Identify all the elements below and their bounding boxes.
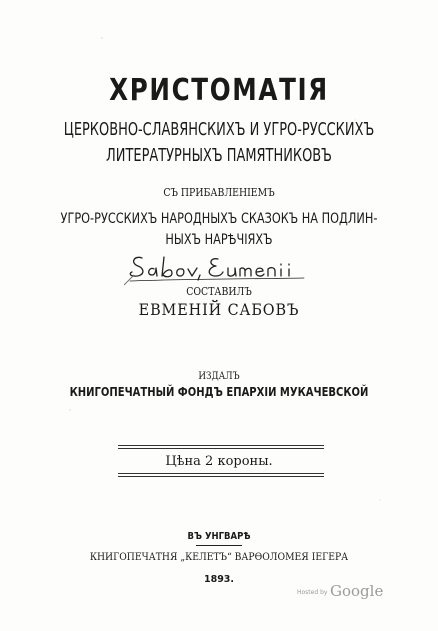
publication-year: 1893. <box>203 574 235 585</box>
price-text: Цѣна 2 короны. <box>165 454 273 469</box>
compiled-by-label: СОСТАВИЛЪ <box>186 285 252 298</box>
printer-name: КНИГОПЕЧАТНЯ „КЕЛЕТЪ“ ВАРѲОЛОМЕЯ ІЕГЕРА <box>89 551 349 563</box>
subtitle-line-1: ЦЕРКОВНО-СЛАВЯНСКИХЪ И УГРО-РУССКИХЪ <box>63 120 375 140</box>
hosted-by-text: Hosted by <box>297 589 328 596</box>
google-watermark <box>297 580 397 602</box>
handwritten-signature <box>124 249 314 289</box>
publisher-name: КНИГОПЕЧАТНЫЙ ФОНДЪ ЕПАРХІИ МУКАЧЕВСКОЙ <box>69 384 369 399</box>
author-name: ЕВМЕНІЙ САБОВЪ <box>138 300 300 319</box>
place-divider <box>196 545 242 546</box>
appendix-intro: СЪ ПРИБАВЛЕНІЕМЪ <box>163 186 275 199</box>
book-title: ХРИСТОМАТІЯ <box>109 73 329 108</box>
subtitle-line-2: ЛИТЕРАТУРНЫХЪ ПАМЯТНИКОВЪ <box>106 146 332 166</box>
published-by-label: ИЗДАЛЪ <box>198 371 240 382</box>
google-logo-text: Google <box>330 582 384 600</box>
place-of-printing: ВЪ УНГВАРѢ <box>187 531 251 542</box>
appendix-line-1: УГРО-РУССКИХЪ НАРОДНЫХЪ СКАЗОКЪ НА ПОДЛИН- <box>60 211 378 227</box>
appendix-line-2: НЫХЪ НАРѢЧІЯХЪ <box>165 232 273 248</box>
